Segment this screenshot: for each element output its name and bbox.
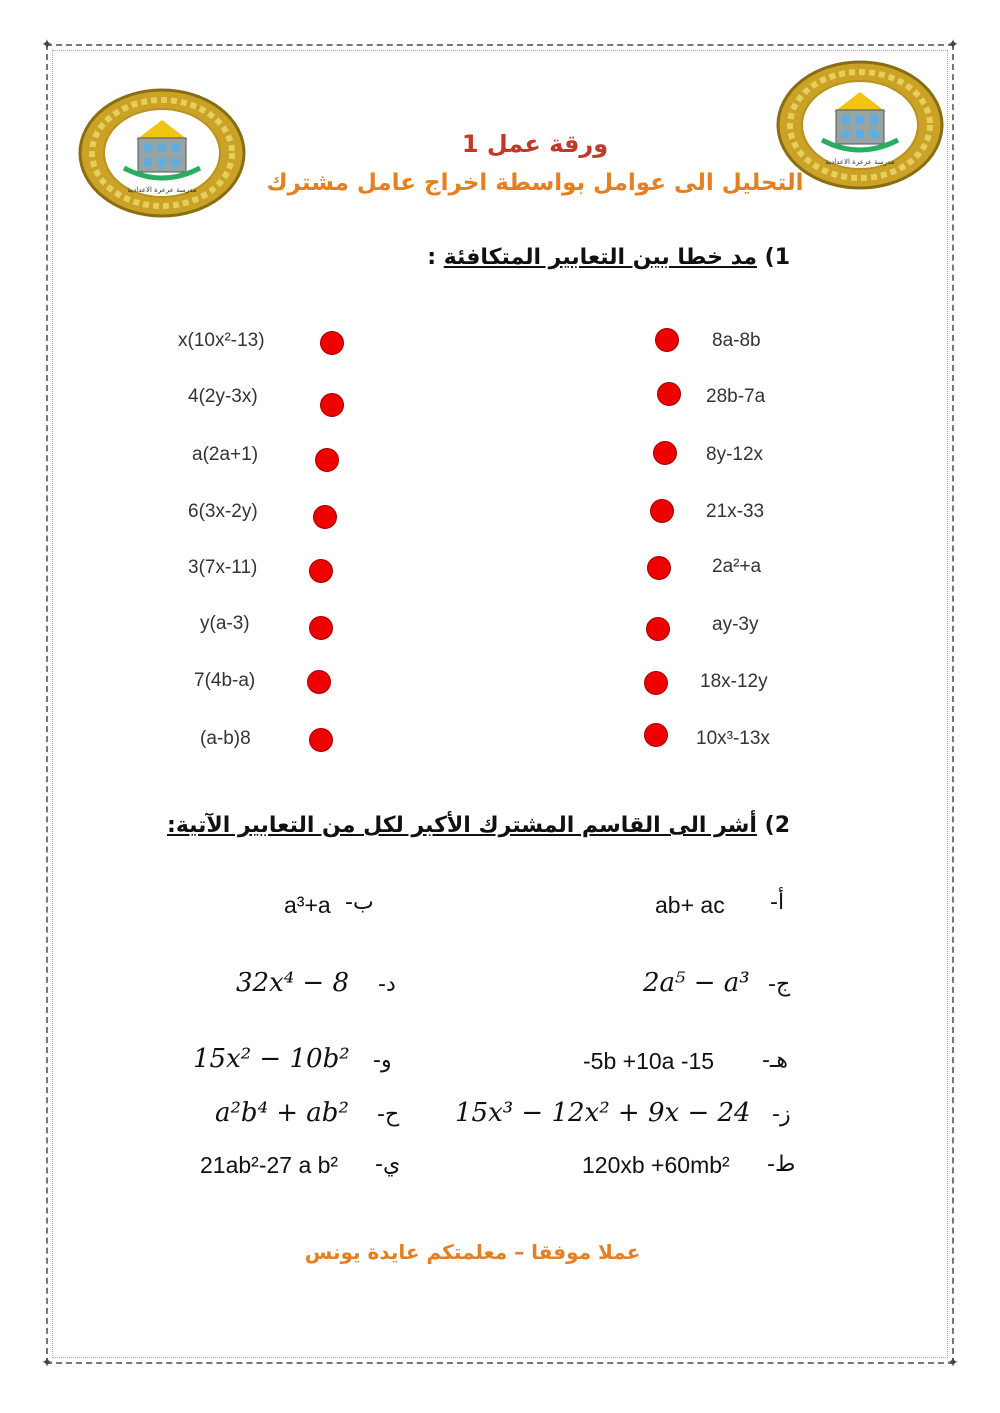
item-label: ب-: [345, 890, 374, 915]
question-1-text: مد خطا بين التعابير المتكافئة: [443, 245, 757, 270]
footer-signature: عملا موفقا – معلمتكم عايدة يونس: [304, 1240, 641, 1264]
item-expression: 15x² − 10b²: [193, 1044, 350, 1074]
corner-ornament-icon: ✦: [41, 37, 53, 53]
right-match-dot[interactable]: [655, 328, 679, 352]
right-expression: 28b-7a: [706, 386, 766, 407]
left-match-dot[interactable]: [307, 670, 331, 694]
right-match-dot[interactable]: [644, 723, 668, 747]
left-match-dot[interactable]: [320, 331, 344, 355]
right-expression: ay-3y: [712, 614, 759, 635]
question-1-number: 1): [764, 245, 790, 270]
item-expression: -5b +10a -15: [583, 1048, 715, 1074]
right-expression: 8y-12x: [706, 444, 764, 465]
left-match-dot[interactable]: [313, 505, 337, 529]
left-expression: 3(7x-11): [188, 557, 258, 578]
left-expression: 7(4b-a): [194, 670, 256, 691]
item-expression: a³+a: [284, 892, 331, 918]
question-1-heading: [427, 245, 790, 270]
right-expression: 8a-8b: [712, 330, 761, 351]
left-match-dot[interactable]: [315, 448, 339, 472]
item-label: ي-: [375, 1152, 401, 1177]
item-label: ح-: [377, 1102, 400, 1127]
left-expression: a(2a+1): [192, 444, 259, 465]
worksheet-title: ورقة عمل 1: [461, 130, 609, 158]
corner-ornament-icon: ✦: [947, 1355, 959, 1371]
item-expression: 32x⁴ − 8: [236, 968, 350, 998]
right-match-dot[interactable]: [647, 556, 671, 580]
item-label: ز-: [772, 1102, 791, 1127]
question-2-text: أشر الى القاسم المشترك الأكبر لكل من التعابير الآتية:: [167, 813, 757, 838]
item-label: ط-: [767, 1152, 796, 1177]
left-expression: 6(3x-2y): [188, 501, 258, 522]
item-label: أ-: [770, 890, 785, 915]
left-match-dot[interactable]: [309, 559, 333, 583]
item-label: و-: [373, 1048, 392, 1073]
right-match-dot[interactable]: [657, 382, 681, 406]
left-match-dot[interactable]: [320, 393, 344, 417]
item-label: هـ-: [762, 1048, 788, 1073]
item-expression: a²b⁴ + ab²: [215, 1098, 349, 1128]
item-label: د-: [378, 972, 396, 997]
left-expression: x(10x²-13): [178, 330, 265, 351]
right-match-dot[interactable]: [644, 671, 668, 695]
question-1-suffix: :: [427, 245, 444, 270]
left-match-dot[interactable]: [309, 728, 333, 752]
corner-ornament-icon: ✦: [947, 37, 959, 53]
question-2-number: 2): [764, 813, 790, 838]
svg-text:مدرسة عرعرة الاعدادية: مدرسة عرعرة الاعدادية: [825, 158, 895, 166]
item-expression: 21ab²-27 a b²: [200, 1152, 339, 1178]
right-expression: 21x-33: [706, 501, 765, 522]
item-expression: ab+ ac: [655, 892, 725, 918]
question-2-heading: [167, 813, 790, 838]
right-match-dot[interactable]: [650, 499, 674, 523]
item-expression: 2a⁵ − a³: [643, 968, 750, 998]
right-match-dot[interactable]: [646, 617, 670, 641]
left-expression: (a-b)8: [200, 728, 251, 749]
right-expression: 2a²+a: [712, 556, 762, 577]
item-expression: 15x³ − 12x² + 9x − 24: [455, 1098, 751, 1128]
worksheet-subtitle: التحليل الى عوامل بواسطة اخراج عامل مشترك: [266, 170, 804, 196]
right-expression: 18x-12y: [700, 671, 768, 692]
corner-ornament-icon: ✦: [41, 1355, 53, 1371]
item-label: ج-: [768, 972, 791, 997]
right-match-dot[interactable]: [653, 441, 677, 465]
left-expression: y(a-3): [200, 613, 250, 634]
item-expression: 120xb +60mb²: [582, 1152, 730, 1178]
svg-text:مدرسة عرعرة الاعدادية: مدرسة عرعرة الاعدادية: [127, 186, 197, 194]
left-match-dot[interactable]: [309, 616, 333, 640]
right-expression: 10x³-13x: [696, 728, 770, 749]
left-expression: 4(2y-3x): [188, 386, 258, 407]
